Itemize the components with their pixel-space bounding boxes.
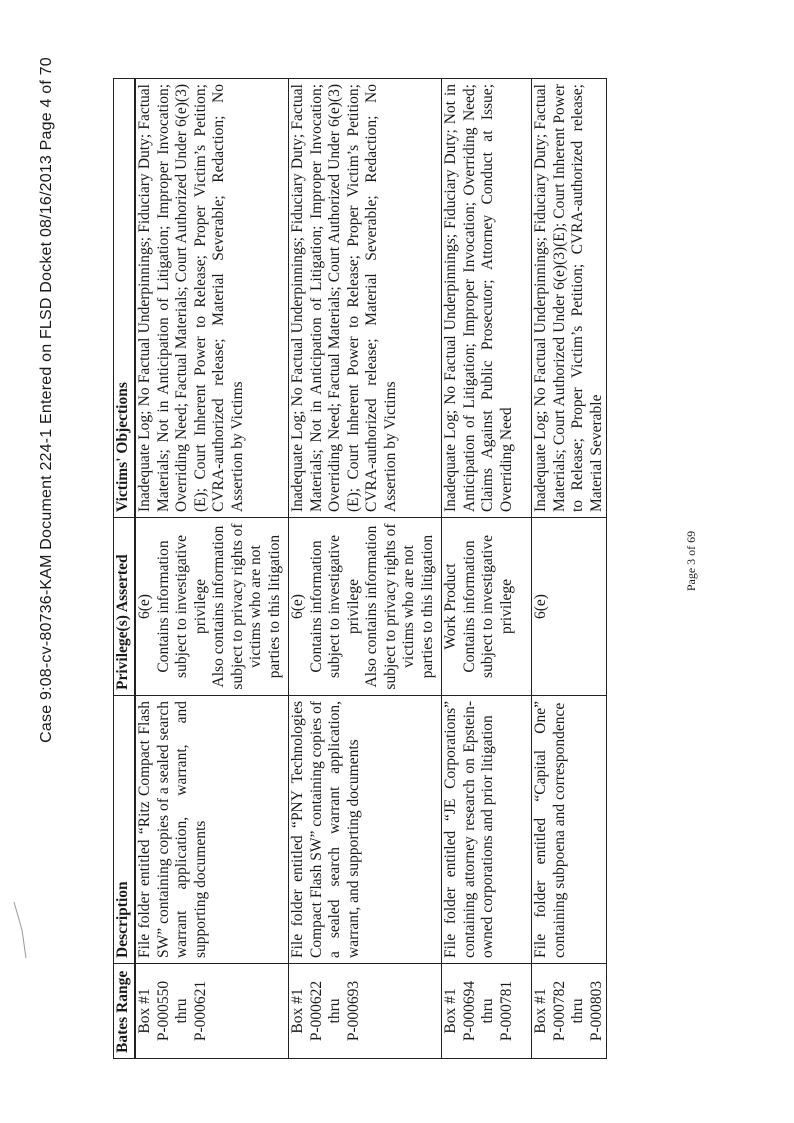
- privilege-log-table: [113, 78, 607, 1059]
- privilege-item: 6(e): [136, 594, 153, 619]
- table-row: [442, 79, 532, 1059]
- bates-thru: thru: [569, 998, 586, 1024]
- privilege-item: Also contains information subject to privacy rights of victims who are not parties to this litigation: [363, 523, 436, 690]
- description-cell: File folder entitled “Capital One” containing subpoena and correspondence: [532, 696, 607, 964]
- bates-box: Box #1: [136, 988, 153, 1034]
- table-header-row: [114, 79, 136, 1059]
- description-cell: File folder entitled “JE Corporations” containing attorney research on Epstein-owned corporations and prior litigation: [442, 696, 532, 964]
- bates-range-cell: [289, 964, 442, 1059]
- privileges-cell: [135, 518, 289, 696]
- privilege-item: 6(e): [532, 594, 549, 619]
- privilege-item: Work Product: [442, 563, 459, 650]
- document-header: Case 9:08-cv-80736-KAM Document 224-1 Entered on FLSD Docket 08/16/2013 Page 4 of 70: [38, 57, 55, 743]
- column-header-bates-range: Bates Range: [114, 964, 136, 1059]
- objections-cell: Inadequate Log; No Factual Underpinnings; Fiduciary Duty; Factual Materials; Not in Anticipation of Litigation; Improper Invocation; Overriding Need; Factual Materials; Court Authorized Under 6(e)(3)(E); Court Inherent Power to Release; Proper Victim’s Petition; CVRA-authorized release; Material Severable; Redaction; No Assertion by Victims: [289, 79, 442, 518]
- bates-end: P-000621: [191, 980, 209, 1042]
- bates-end: P-000781: [497, 980, 515, 1042]
- bates-start: P-000550: [154, 980, 172, 1042]
- bates-box: Box #1: [289, 988, 306, 1034]
- privileges-cell: [532, 518, 607, 696]
- privilege-item: Contains information subject to investigative privilege: [307, 535, 362, 678]
- description-cell: File folder entitled “Ritz Compact Flash SW” containing copies of a sealed search warrant application, warrant, and supporting documents: [135, 696, 289, 964]
- privileges-cell: [442, 518, 532, 696]
- privilege-log-table-container: [113, 79, 627, 1059]
- bates-thru: thru: [479, 998, 496, 1024]
- table-row: [289, 79, 442, 1059]
- objections-cell: Inadequate Log; No Factual Underpinnings; Fiduciary Duty; Factual Materials; Not in Anticipation of Litigation; Improper Invocation; Overriding Need; Factual Materials; Court Authorized Under 6(e)(3)(E); Court Inherent Power to Release; Proper Victim’s Petition; CVRA-authorized release; Material Severable; Redaction; No Assertion by Victims: [135, 79, 289, 518]
- column-header-description: Description: [114, 696, 136, 964]
- bates-range-cell: [532, 964, 607, 1059]
- bates-end: P-000693: [344, 980, 362, 1042]
- description-cell: File folder entitled “PNY Technologies Compact Flash SW” containing copies of a sealed search warrant application, warrant, and supporting documents: [289, 696, 442, 964]
- bates-start: P-000622: [307, 980, 325, 1042]
- column-header-victims-objections: Victims' Objections: [114, 79, 136, 518]
- privilege-item: 6(e): [289, 594, 306, 619]
- objections-cell: Inadequate Log; No Factual Underpinnings; Fiduciary Duty; Not in Anticipation of Litigation; Improper Invocation; Overriding Need; Claims Against Public Prosecutor; Attorney Conduct at Issue; Overriding Need: [442, 79, 532, 518]
- bates-thru: thru: [326, 998, 343, 1024]
- column-header-privileges-asserted: Privilege(s) Asserted: [114, 518, 136, 696]
- objections-cell: Inadequate Log; No Factual Underpinnings; Fiduciary Duty; Factual Materials; Court Authorized Under 6(e)(3)(E); Court Inherent Power to Release; Proper Victim’s Petition; CVRA-authorized release; Material Severable: [532, 79, 607, 518]
- privilege-item: Also contains information subject to privacy rights of victims who are not parties to this litigation: [210, 523, 283, 690]
- bates-thru: thru: [173, 998, 190, 1024]
- table-row: [532, 79, 607, 1059]
- bates-range-cell: [442, 964, 532, 1059]
- privilege-item: Contains information subject to investigative privilege: [460, 535, 515, 678]
- bates-start: P-000782: [550, 980, 568, 1042]
- scan-artifact-mark: [10, 900, 32, 960]
- page-number-footer: Page 3 of 69: [684, 530, 698, 592]
- privilege-item: Contains information subject to investigative privilege: [154, 535, 209, 678]
- table-row: [135, 79, 289, 1059]
- bates-start: P-000694: [460, 980, 478, 1042]
- privileges-cell: [289, 518, 442, 696]
- bates-end: P-000803: [587, 980, 605, 1042]
- bates-box: Box #1: [532, 988, 549, 1034]
- bates-box: Box #1: [442, 988, 459, 1034]
- bates-range-cell: [135, 964, 289, 1059]
